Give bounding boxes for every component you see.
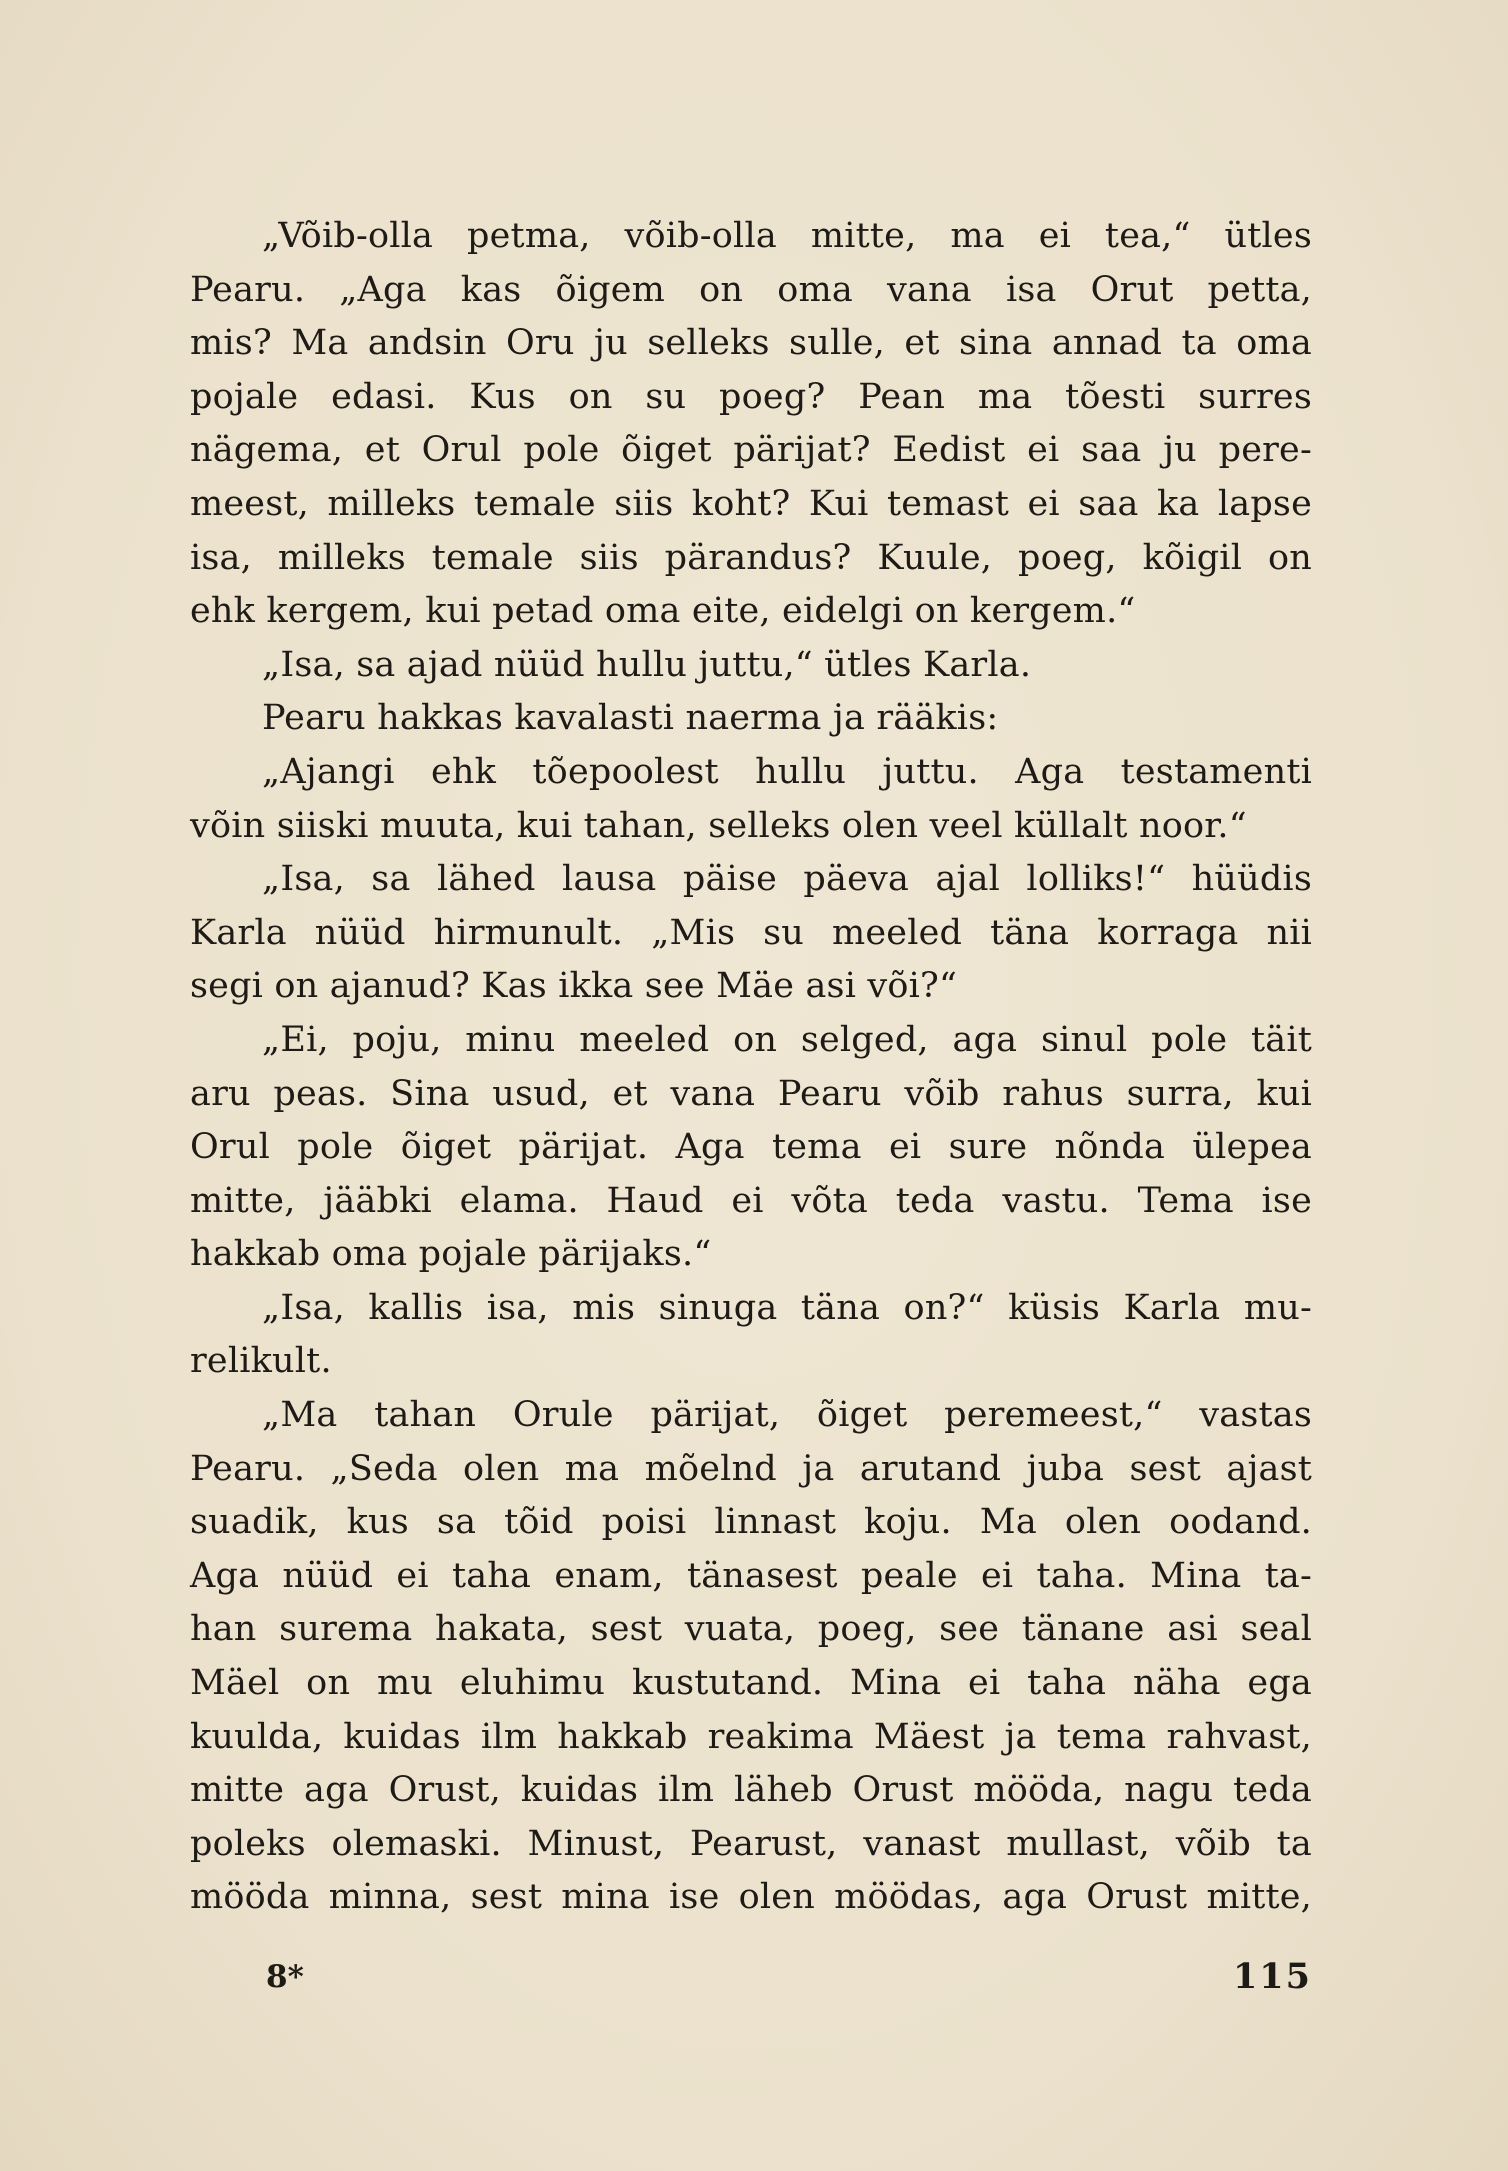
text-line: han surema hakata, sest vuata, poeg, see tänane asi seal <box>190 1609 1312 1650</box>
text-line: ehk kergem, kui petad oma eite, eidelgi on kergem.“ <box>190 591 1136 632</box>
text-line: „Ajangi ehk tõepoolest hullu juttu. Aga testamenti <box>262 751 1312 792</box>
text-line: Pearu. „Aga kas õigem on oma vana isa Orut petta, <box>190 269 1312 310</box>
text-line: Orul pole õiget pärijat. Aga tema ei sure nõnda ülepea <box>190 1127 1312 1168</box>
text-line: poleks olemaski. Minust, Pearust, vanast mullast, võib ta <box>190 1823 1312 1864</box>
page-number: 115 <box>1232 1956 1312 1997</box>
text-line: Pearu. „Seda olen ma mõelnd ja arutand juba sest ajast <box>190 1448 1312 1489</box>
text-line: pojale edasi. Kus on su poeg? Pean ma tõesti surres <box>190 376 1312 417</box>
text-line: aru peas. Sina usud, et vana Pearu võib rahus surra, kui <box>190 1073 1312 1114</box>
signature-mark: 8* <box>266 1959 304 1995</box>
text-line: mis? Ma andsin Oru ju selleks sulle, et sina annad ta oma <box>190 323 1312 364</box>
page-footer <box>190 1952 1312 2002</box>
text-line: isa, milleks temale siis pärandus? Kuule, poeg, kõigil on <box>190 537 1312 578</box>
text-line: „Isa, kallis isa, mis sinuga täna on?“ küsis Karla mu- <box>262 1287 1312 1328</box>
text-line: segi on ajanud? Kas ikka see Mäe asi või?“ <box>190 966 958 1007</box>
text-line: Pearu hakkas kavalasti naerma ja rääkis: <box>262 698 999 739</box>
text-line: võin siiski muuta, kui tahan, selleks olen veel küllalt noor.“ <box>190 805 1247 846</box>
text-line: „Ma tahan Orule pärijat, õiget peremeest,“ vastas <box>262 1395 1312 1436</box>
text-line: meest, milleks temale siis koht? Kui temast ei saa ka lapse <box>190 483 1312 524</box>
text-line: relikult. <box>190 1341 332 1382</box>
text-line: hakkab oma pojale pärijaks.“ <box>190 1234 712 1275</box>
text-line: Karla nüüd hirmunult. „Mis su meeled täna korraga nii <box>190 912 1312 953</box>
text-line: Aga nüüd ei taha enam, tänasest peale ei taha. Mina ta- <box>190 1555 1312 1596</box>
text-line: nägema, et Orul pole õiget pärijat? Eedist ei saa ju pere- <box>190 430 1312 471</box>
text-line: „Ei, poju, minu meeled on selged, aga sinul pole täit <box>262 1019 1312 1060</box>
text-line: „Isa, sa ajad nüüd hullu juttu,“ ütles Karla. <box>262 644 1032 685</box>
text-line: „Isa, sa lähed lausa päise päeva ajal lolliks!“ hüüdis <box>262 859 1312 900</box>
text-line: mitte aga Orust, kuidas ilm läheb Orust mööda, nagu teda <box>190 1770 1312 1811</box>
text-line: Mäel on mu eluhimu kustutand. Mina ei taha näha ega <box>190 1663 1312 1704</box>
text-line: suadik, kus sa tõid poisi linnast koju. Ma olen oodand. <box>190 1502 1312 1543</box>
body-text <box>190 210 1312 1925</box>
text-line: mitte, jääbki elama. Haud ei võta teda vastu. Tema ise <box>190 1180 1312 1221</box>
text-line: mööda minna, sest mina ise olen möödas, aga Orust mitte, <box>190 1877 1312 1918</box>
text-line: kuulda, kuidas ilm hakkab reakima Mäest ja tema rahvast, <box>190 1716 1312 1757</box>
text-line: „Võib-olla petma, võib-olla mitte, ma ei tea,“ ütles <box>262 216 1312 256</box>
